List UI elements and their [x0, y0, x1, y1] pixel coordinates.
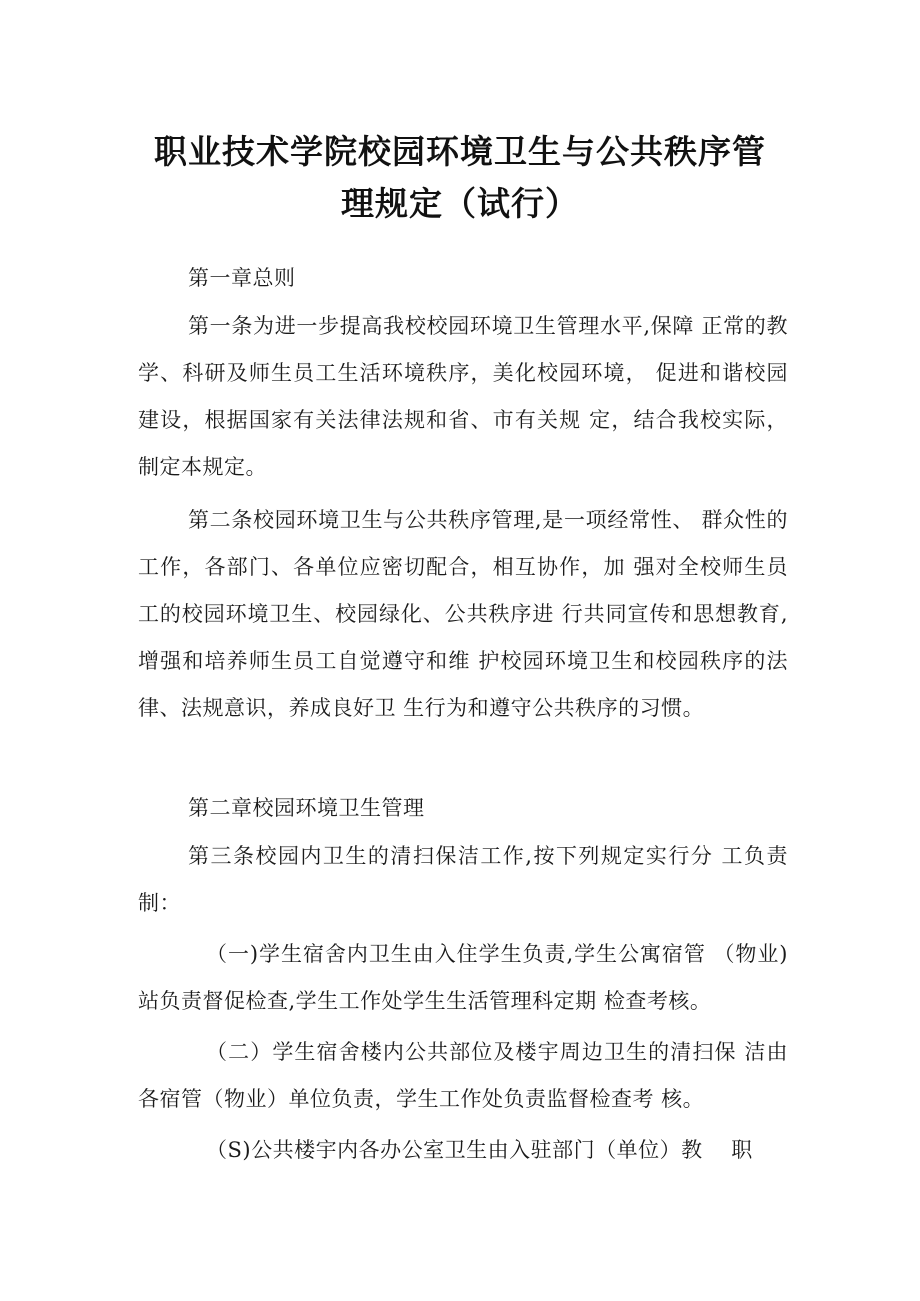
document-title-line1: 职业技术学院校园环境卫生与公共秩序管: [154, 132, 766, 171]
chapter-1-heading: 第一章总则: [188, 266, 296, 290]
article-1: 第一条为进一步提高我校校园环境卫生管理水平,保障 正常的教学、科研及师生员工生活环境秩序，美化校园环境， 促进和谐校园建设，根据国家有关法律法规和省、市有关规 定，结合我校实际，制定本规定。: [138, 314, 788, 479]
article-2: 第二条校园环境卫生与公共秩序管理,是一项经常性、 群众性的工作，各部门、各单位应密切配合，相互协作，加 强对全校师生员工的校园环境卫生、校园绿化、公共秩序进 行共同宣传和思想教育,增强和培养师生员工自觉遵守和维 护校园环境卫生和校园秩序的法律、法规意识，养成良好卫 生行为和遵守公共秩序的习惯。: [138, 508, 788, 720]
article-3-item-1: （一)学生宿舍内卫生由入住学生负责,学生公寓宿管 （物业)站负责督促检查,学生工作处学生生活管理科定期 检查考核。: [138, 942, 788, 1013]
chapter-2-heading: 第二章校园环境卫生管理: [188, 796, 425, 820]
article-3-item-3: （S)公共楼宇内各办公室卫生由入驻部门（单位）教 职: [206, 1138, 753, 1162]
article-3: 第三条校园内卫生的清扫保洁工作,按下列规定实行分 工负责制：: [138, 844, 788, 915]
article-3-item-2: （二）学生宿舍楼内公共部位及楼宇周边卫生的清扫保 洁由各宿管（物业）单位负责，学生工作处负责监督检查考 核。: [138, 1040, 788, 1111]
document-title-line2: 理规定（试行）: [341, 184, 579, 223]
